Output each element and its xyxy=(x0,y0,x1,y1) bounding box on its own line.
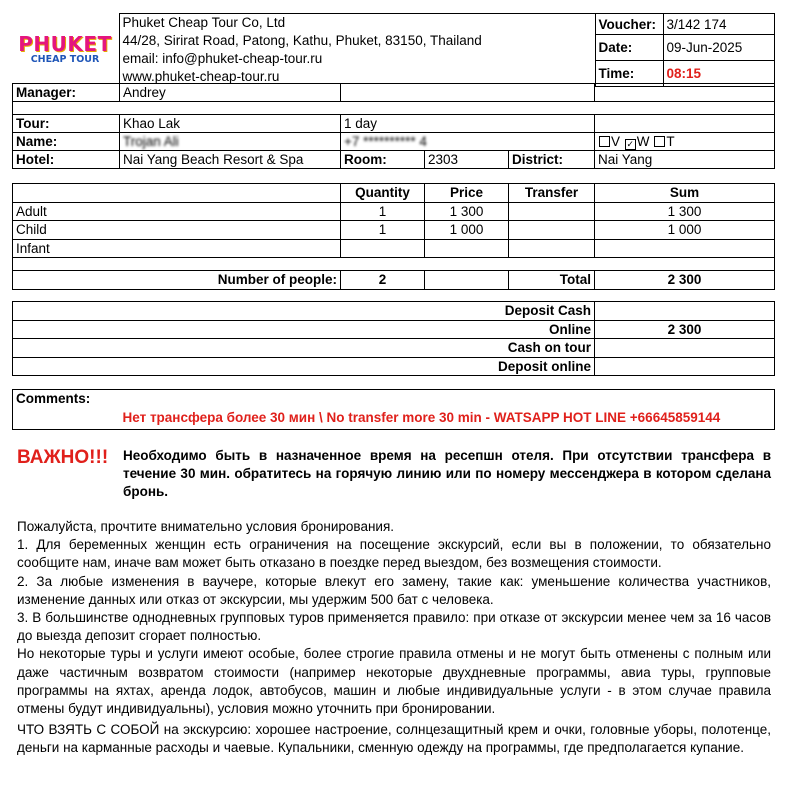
district-value: Nai Yang xyxy=(595,151,775,169)
company-name: Phuket Cheap Tour Co, Ltd xyxy=(122,15,286,30)
header-sum: Sum xyxy=(595,184,775,203)
spacer-row xyxy=(13,102,775,115)
checkbox-telegram[interactable] xyxy=(654,136,665,147)
tour-value: Khao Lak xyxy=(120,115,341,133)
messenger-w: W xyxy=(636,133,650,149)
spacer-row xyxy=(13,258,775,271)
online-value: 2 300 xyxy=(595,320,775,339)
table-row xyxy=(13,221,775,240)
header-price: Price xyxy=(425,184,509,203)
total-label: Total xyxy=(509,271,595,290)
terms-item: 2. За любые изменения в ваучере, которые влекут его замену, такие как: уменьшение количества участников, изменение данных или отказ от экскурсии, мы удержим 500 бат с человека. xyxy=(17,573,771,607)
name-label: Name: xyxy=(13,133,120,151)
company-email: email: info@phuket-cheap-tour.ru xyxy=(122,51,323,66)
date-value: 09-Jun-2025 xyxy=(663,35,774,61)
room-value: 2303 xyxy=(425,151,509,169)
people-label: Number of people: xyxy=(13,271,341,290)
important-text: Необходимо быть в назначенное время на ресепшн отеля. При отсутствии трансфера в течение 30 мин. обратитесь на горячую линию или по номеру мессенджера в котором сделана бронь. xyxy=(123,448,771,499)
manager-value: Andrey xyxy=(120,84,341,102)
client-phone: +7 ********** 4 xyxy=(344,134,427,149)
row-quantity: 1 xyxy=(341,202,425,221)
row-label: Adult xyxy=(13,202,341,221)
comments-text: Нет трансфера более 30 мин \ No transfer more 30 min - WATSAPP HOT LINE +66645859144 xyxy=(120,390,775,430)
row-sum xyxy=(595,239,775,258)
deposit-online-label: Deposit online xyxy=(13,357,595,376)
booking-terms xyxy=(17,518,771,718)
hotel-label: Hotel: xyxy=(13,151,120,169)
important-label: ВАЖНО!!! xyxy=(17,447,109,468)
phone-value xyxy=(341,133,595,151)
tour-label: Tour: xyxy=(13,115,120,133)
info-table xyxy=(12,83,775,169)
people-value: 2 xyxy=(341,271,425,290)
voucher-label: Voucher: xyxy=(595,14,663,35)
table-row xyxy=(13,202,775,221)
company-website: www.phuket-cheap-tour.ru xyxy=(122,69,280,84)
comments-table xyxy=(12,389,775,430)
row-sum: 1 300 xyxy=(595,202,775,221)
company-info xyxy=(119,14,595,87)
time-label: Time: xyxy=(595,60,663,86)
row-price: 1 300 xyxy=(425,202,509,221)
header-table xyxy=(12,13,775,87)
row-price: 1 000 xyxy=(425,221,509,240)
pricing-table xyxy=(12,183,775,290)
table-row xyxy=(13,239,775,258)
payment-table xyxy=(12,301,775,376)
row-label: Child xyxy=(13,221,341,240)
row-label: Infant xyxy=(13,239,341,258)
total-value: 2 300 xyxy=(595,271,775,290)
comments-label: Comments: xyxy=(13,390,120,430)
company-address: 44/28, Sirirat Road, Patong, Kathu, Phuket, 83150, Thailand xyxy=(122,33,482,48)
name-value xyxy=(120,133,341,151)
deposit-online-value xyxy=(595,357,775,376)
what-to-bring: ЧТО ВЗЯТЬ С СОБОЙ на экскурсию: хорошее настроение, солнцезащитный крем и очки, головные уборы, полотенце, деньги на карманные расходы и чаевые. Купальники, сменную одежду на программы, где предполагается купание. xyxy=(17,722,771,756)
row-price xyxy=(425,239,509,258)
tour-duration: 1 day xyxy=(341,115,595,133)
hotel-value: Nai Yang Beach Resort & Spa xyxy=(120,151,341,169)
cash-on-tour-label: Cash on tour xyxy=(13,339,595,358)
messenger-checkboxes xyxy=(595,133,775,151)
header-quantity: Quantity xyxy=(341,184,425,203)
district-label: District: xyxy=(509,151,595,169)
logo-main-text: PHUKET xyxy=(18,32,112,57)
row-quantity: 1 xyxy=(341,221,425,240)
row-transfer xyxy=(509,202,595,221)
row-sum: 1 000 xyxy=(595,221,775,240)
time-value: 08:15 xyxy=(663,60,774,86)
row-quantity xyxy=(341,239,425,258)
company-logo xyxy=(15,25,115,75)
client-name: Trojan Ali xyxy=(123,134,179,149)
voucher-number: 3/142 174 xyxy=(663,14,774,35)
online-label: Online xyxy=(13,320,595,339)
messenger-v: V xyxy=(611,133,621,149)
terms-intro: Пожалуйста, прочтите внимательно условия бронирования. xyxy=(17,519,395,534)
manager-label: Manager: xyxy=(13,84,120,102)
logo-cell xyxy=(12,14,119,87)
terms-item: 3. В большинстве однодневных групповых туров применяется правило: при отказе от экскурсии менее чем за 16 часов до выезда депозит сгорает полностью. xyxy=(17,610,771,644)
room-label: Room: xyxy=(341,151,425,169)
row-transfer xyxy=(509,221,595,240)
terms-item: 1. Для беременных женщин есть ограничения на посещение экскурсий, если вы в положении, то обязательно сообщите нам, иначе вам может быть отказано в поездке перед выездом, без возмещения стоимости. xyxy=(17,537,771,571)
deposit-cash-label: Deposit Cash xyxy=(13,302,595,321)
cash-on-tour-value xyxy=(595,339,775,358)
deposit-cash-value xyxy=(595,302,775,321)
header-transfer: Transfer xyxy=(509,184,595,203)
terms-item: Но некоторые туры и услуги имеют особые, более строгие правила отмены и не могут быть отменены с полным или даже частичным возвратом стоимости (например некоторые двухдневные программы, авиа туры, групповые программы на яхтах, аренда лодок, автобусов, машин и любые индивидуальные услуги - в этом случае правила отмены будут индивидуальны), условия можно уточнить при бронировании. xyxy=(17,646,771,717)
checkbox-whatsapp-checked-icon[interactable]: ✓ xyxy=(626,138,635,149)
checkbox-viber[interactable] xyxy=(599,136,610,147)
logo-sub-text: CHEAP TOUR xyxy=(30,54,100,66)
date-label: Date: xyxy=(595,35,663,61)
messenger-t: T xyxy=(666,133,675,149)
row-transfer xyxy=(509,239,595,258)
